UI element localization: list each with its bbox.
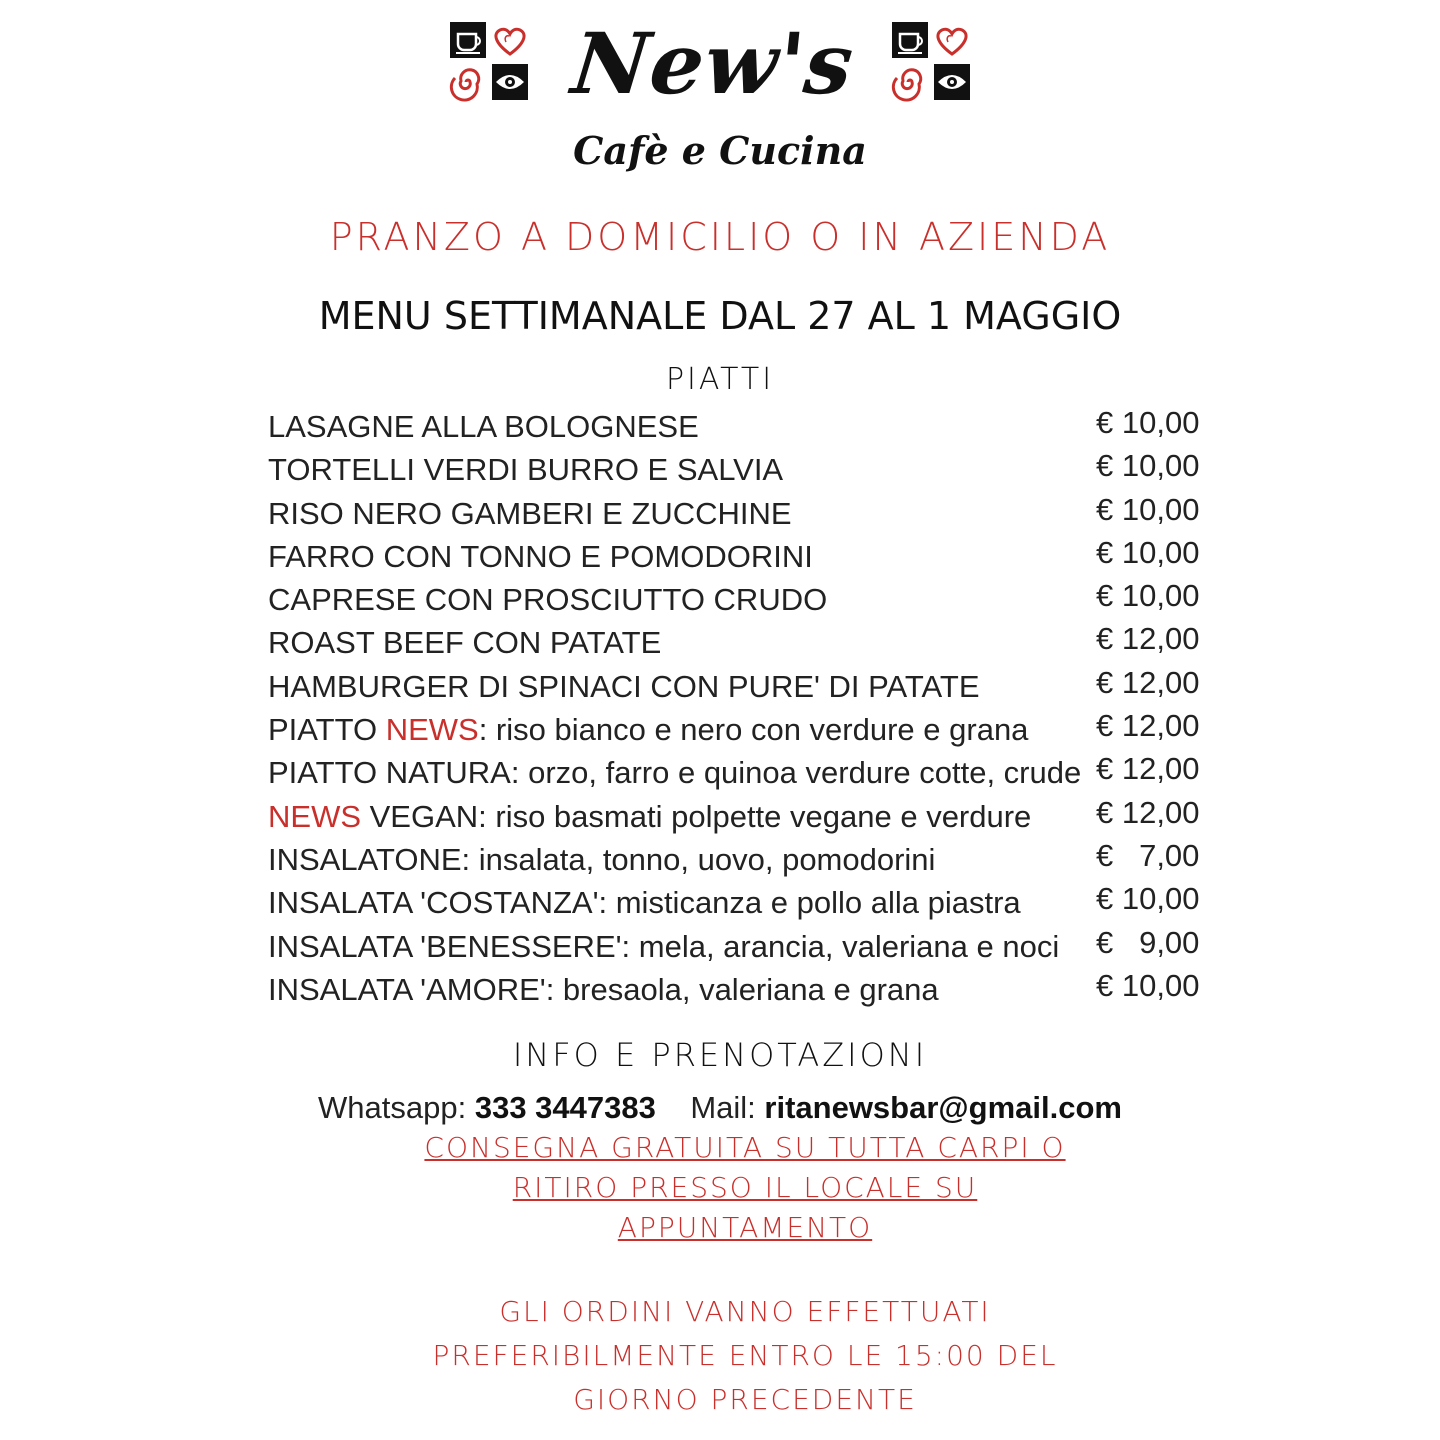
eye-icon (934, 64, 970, 100)
menu-item-name: INSALATONE: insalata, tonno, uovo, pomodorini (268, 841, 936, 877)
info-title: INFO E PRENOTAZIONI (512, 1036, 928, 1074)
spiral-icon (893, 70, 920, 100)
menu-item-name: PIATTO NATURA: orzo, farro e quinoa verdure cotte, crude (268, 755, 1082, 791)
orders-notice (300, 1290, 1190, 1422)
menu-item (268, 838, 1208, 881)
spiral-icon (451, 70, 478, 100)
menu-item-price: € 10,00 (1096, 578, 1200, 614)
menu-item (268, 448, 1208, 491)
menu-item (268, 708, 1208, 751)
eye-icon (492, 64, 528, 100)
whatsapp-label: Whatsapp: (318, 1090, 475, 1125)
menu-item-price: € 12,00 (1096, 664, 1200, 700)
menu-item-name: CAPRESE CON PROSCIUTTO CRUDO (268, 582, 828, 618)
menu-list (268, 405, 1208, 1011)
orders-line: GIORNO PRECEDENTE (573, 1383, 917, 1416)
heart-icon (938, 29, 966, 54)
menu-item-name: INSALATA 'BENESSERE': mela, arancia, valeriana e noci (268, 928, 1060, 964)
weekly-menu-title: MENU SETTIMANALE DAL 27 AL 1 MAGGIO (318, 294, 1122, 338)
menu-item (268, 535, 1208, 578)
menu-item-price: € 10,00 (1096, 967, 1200, 1003)
logo-icon-grid-left (448, 20, 530, 102)
menu-item (268, 925, 1208, 968)
menu-item-name: INSALATA 'AMORE': bresaola, valeriana e grana (268, 971, 939, 1007)
mail-address[interactable]: ritanewsbar@gmail.com (764, 1090, 1122, 1125)
logo-icon-grid-right (890, 20, 972, 102)
menu-item (268, 665, 1208, 708)
menu-item-name: NEWS VEGAN: riso basmati polpette vegane e verdure (268, 798, 1032, 834)
menu-item-name: TORTELLI VERDI BURRO E SALVIA (268, 452, 784, 488)
menu-item-price: € 10,00 (1096, 491, 1200, 527)
menu-item-name: ROAST BEEF CON PATATE (268, 625, 662, 661)
delivery-notice (300, 1128, 1190, 1248)
mail-label: Mail: (690, 1090, 765, 1125)
coffee-cup-icon (450, 22, 486, 58)
menu-item (268, 968, 1208, 1011)
whatsapp-number[interactable]: 333 3447383 (474, 1090, 656, 1125)
menu-item (268, 492, 1208, 535)
menu-item-price: € 10,00 (1096, 405, 1200, 440)
brand-subtitle: Cafè e Cucina (573, 128, 867, 173)
menu-item-price: € 10,00 (1096, 448, 1200, 484)
contact-line (0, 1090, 1440, 1126)
menu-item-name: INSALATA 'COSTANZA': misticanza e pollo alla piastra (268, 885, 1021, 921)
section-title: PIATTI (665, 362, 775, 397)
delivery-line: APPUNTAMENTO (617, 1211, 873, 1244)
heart-icon (496, 29, 524, 54)
menu-item (268, 621, 1208, 664)
menu-item (268, 751, 1208, 794)
delivery-line: RITIRO PRESSO IL LOCALE SU (512, 1171, 978, 1204)
menu-item-price: € 12,00 (1096, 621, 1200, 657)
brand-name: New's (567, 14, 859, 113)
menu-item-name: RISO NERO GAMBERI E ZUCCHINE (268, 495, 792, 531)
menu-item-name: LASAGNE ALLA BOLOGNESE (268, 409, 699, 444)
orders-line: GLI ORDINI VANNO EFFETTUATI (499, 1295, 991, 1328)
menu-item-name: PIATTO NEWS: riso bianco e nero con verdure e grana (268, 712, 1029, 748)
coffee-cup-icon (892, 22, 928, 58)
menu-item-price: € 12,00 (1096, 708, 1200, 744)
menu-item-price: € 12,00 (1096, 794, 1200, 830)
menu-item (268, 881, 1208, 924)
logo-header (0, 14, 1440, 114)
menu-item-name: HAMBURGER DI SPINACI CON PURE' DI PATATE (268, 668, 980, 704)
menu-item-price: € 10,00 (1096, 534, 1200, 570)
orders-line: PREFERIBILMENTE ENTRO LE 15:00 DEL (432, 1339, 1058, 1372)
menu-item-price: € 12,00 (1096, 751, 1200, 787)
delivery-line: CONSEGNA GRATUITA SU TUTTA CARPI O (424, 1131, 1066, 1164)
menu-item (268, 578, 1208, 621)
headline: PRANZO A DOMICILIO O IN AZIENDA (329, 215, 1111, 259)
menu-item-price: € 10,00 (1096, 881, 1200, 917)
menu-item-name: FARRO CON TONNO E POMODORINI (268, 538, 813, 574)
menu-item-price: € 7,00 (1096, 837, 1200, 873)
menu-item (268, 405, 1208, 448)
menu-item-price: € 9,00 (1096, 924, 1200, 960)
menu-item (268, 795, 1208, 838)
